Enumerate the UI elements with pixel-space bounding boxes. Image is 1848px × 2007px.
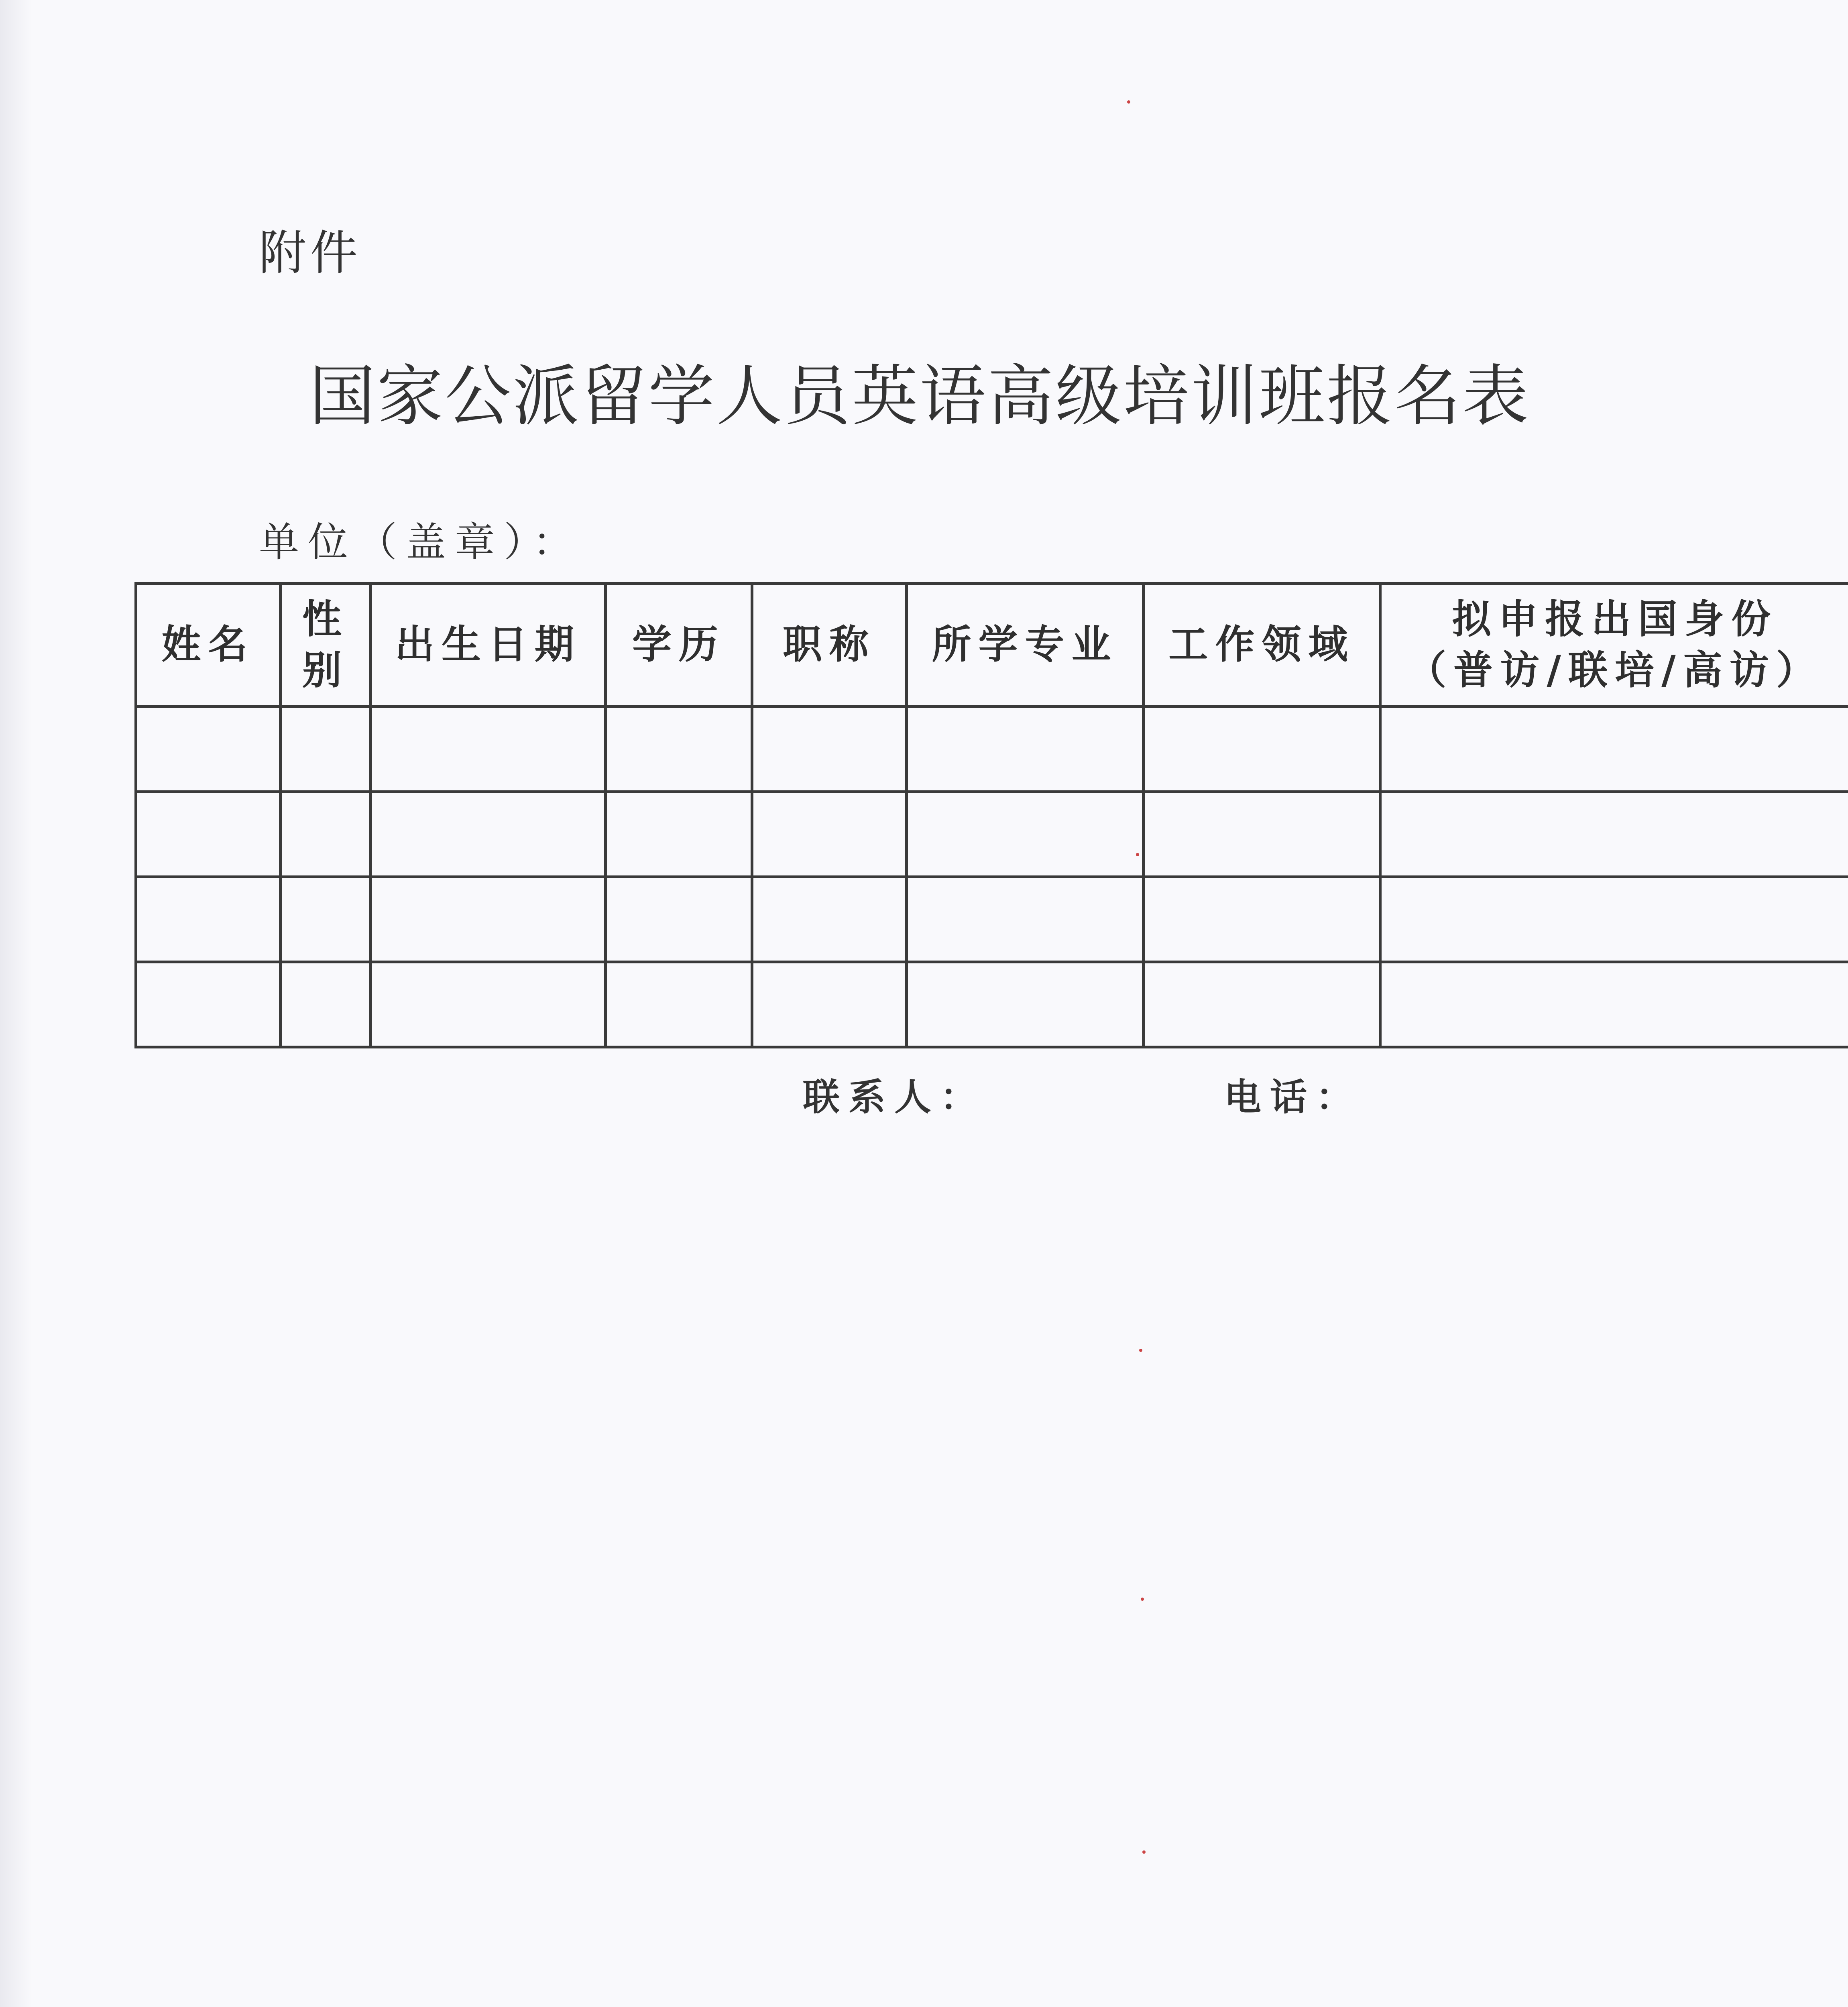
header-name: 姓名 [136, 584, 281, 707]
table-cell[interactable] [136, 877, 281, 962]
header-work-field: 工作领域 [1144, 584, 1380, 707]
header-birth-date: 出生日期 [371, 584, 606, 707]
header-gender: 性 别 [281, 584, 371, 707]
table-cell[interactable] [136, 792, 281, 877]
table-cell[interactable] [752, 877, 907, 962]
scan-speck [1141, 1598, 1144, 1601]
table-cell[interactable] [907, 962, 1144, 1047]
table-cell[interactable] [1144, 877, 1380, 962]
table-row [136, 877, 1848, 962]
scan-speck [1142, 1850, 1146, 1854]
table-cell[interactable] [1144, 792, 1380, 877]
table-cell[interactable] [1380, 962, 1848, 1047]
attachment-label: 附件 [259, 225, 362, 281]
table-cell[interactable] [606, 792, 752, 877]
table-cell[interactable] [752, 962, 907, 1047]
table-header-row [136, 584, 1848, 707]
scan-edge-shadow [0, 0, 32, 2007]
table-cell[interactable] [371, 877, 606, 962]
table-cell[interactable] [281, 877, 371, 962]
table-cell[interactable] [907, 707, 1144, 792]
table-cell[interactable] [371, 707, 606, 792]
table-cell[interactable] [1380, 792, 1848, 877]
table-row [136, 707, 1848, 792]
table-row [136, 962, 1848, 1047]
table-cell[interactable] [606, 877, 752, 962]
table-cell[interactable] [281, 707, 371, 792]
scan-speck [1139, 1349, 1142, 1352]
table-cell[interactable] [371, 792, 606, 877]
table-cell[interactable] [281, 792, 371, 877]
table-cell[interactable] [907, 792, 1144, 877]
table-row [136, 792, 1848, 877]
table-cell[interactable] [1144, 707, 1380, 792]
header-major: 所学专业 [907, 584, 1144, 707]
unit-seal-label: 单位（盖章）： [259, 519, 582, 566]
header-education: 学历 [606, 584, 752, 707]
phone-label: 电话： [1224, 1076, 1362, 1119]
table-cell[interactable] [136, 707, 281, 792]
table-cell[interactable] [606, 962, 752, 1047]
scan-speck [1136, 853, 1139, 856]
table-cell[interactable] [281, 962, 371, 1047]
registration-table [134, 582, 1848, 1048]
contact-person-label: 联系人： [803, 1076, 986, 1119]
scan-speck [1127, 100, 1130, 104]
table-cell[interactable] [606, 707, 752, 792]
table-cell[interactable] [1380, 707, 1848, 792]
table-cell[interactable] [752, 792, 907, 877]
document-title: 国家公派留学人员英语高级培训班报名表 [309, 358, 1530, 435]
table-cell[interactable] [1144, 962, 1380, 1047]
table-cell[interactable] [907, 877, 1144, 962]
header-title: 职称 [752, 584, 907, 707]
table-cell[interactable] [371, 962, 606, 1047]
table-cell[interactable] [752, 707, 907, 792]
table-cell[interactable] [136, 962, 281, 1047]
table-cell[interactable] [1380, 877, 1848, 962]
header-identity: 拟申报出国身份 （普访/联培/高访） [1380, 584, 1848, 707]
